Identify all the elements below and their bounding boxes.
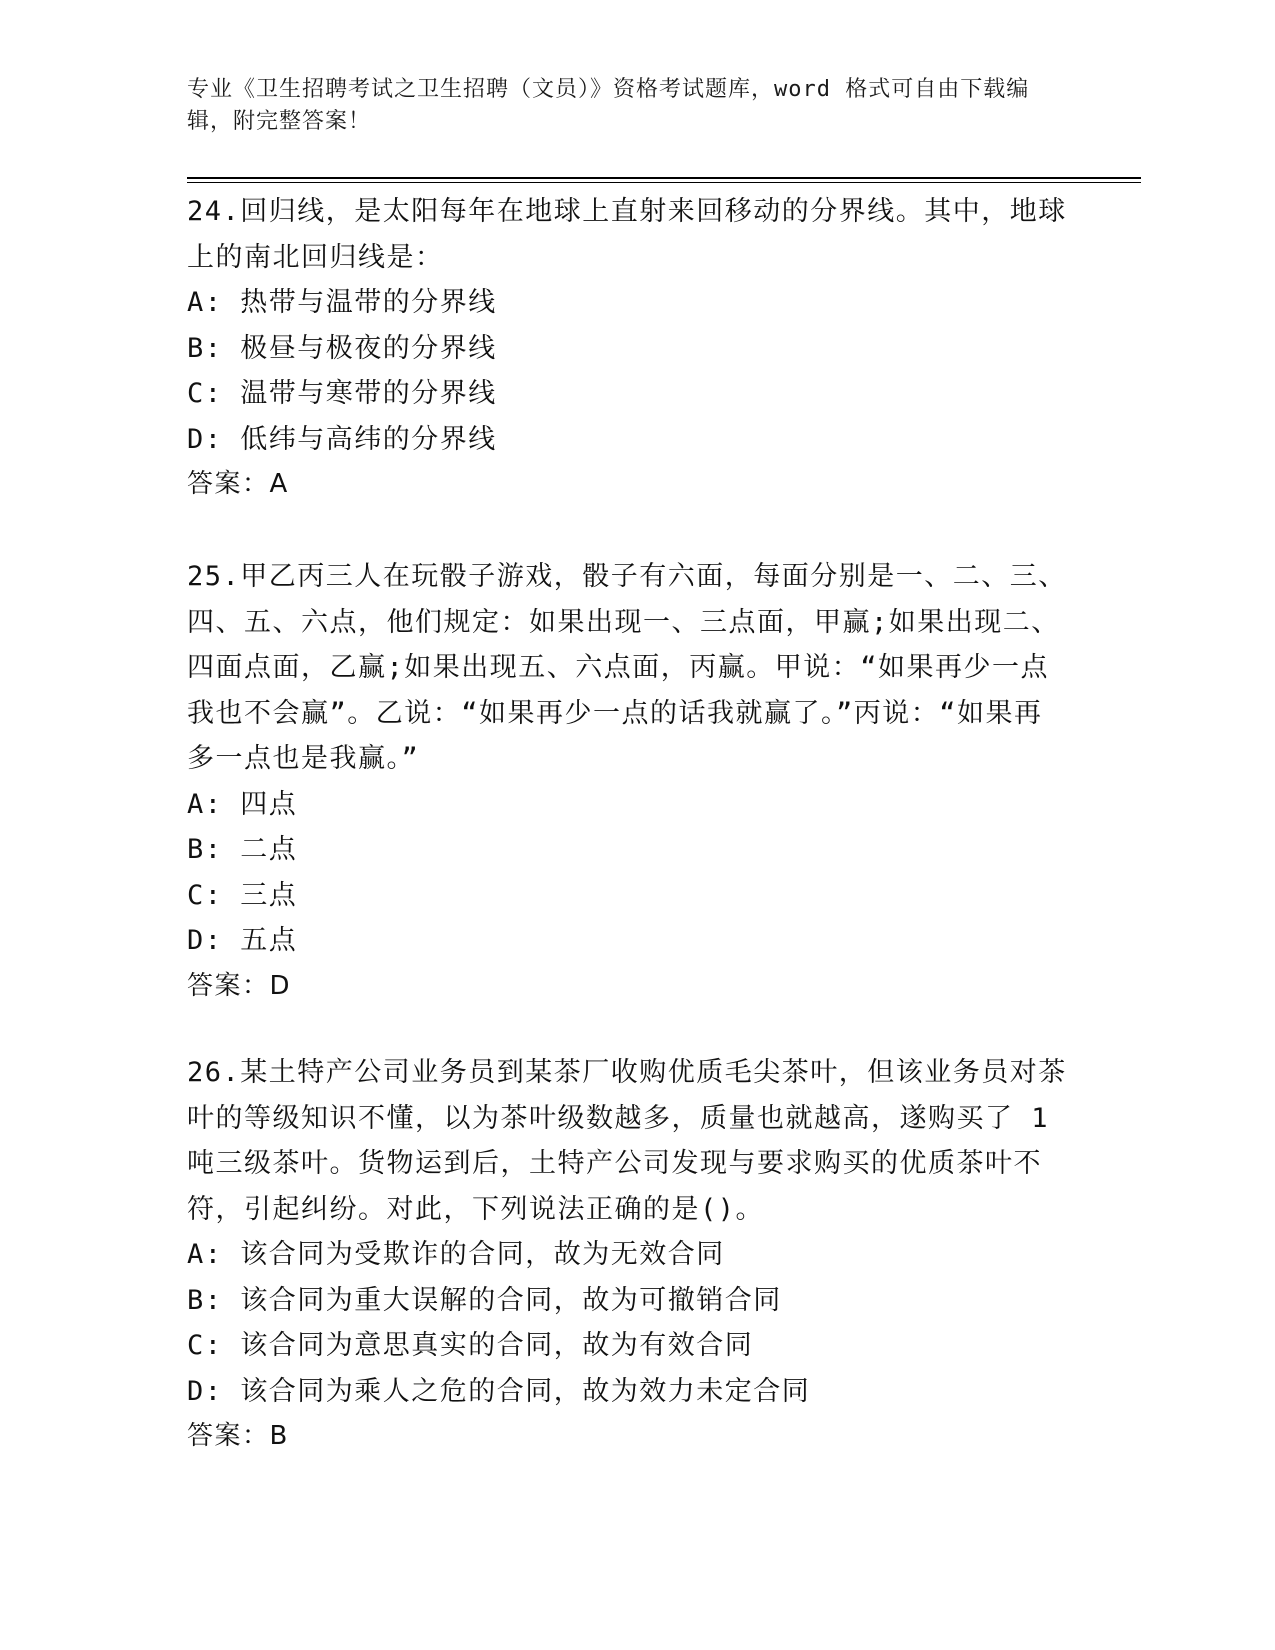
option-a: A: 该合同为受欺诈的合同，故为无效合同 bbox=[187, 1239, 725, 1270]
option-d: D: 五点 bbox=[187, 925, 298, 956]
option-c: C: 该合同为意思真实的合同，故为有效合同 bbox=[187, 1330, 754, 1361]
question-26 bbox=[187, 1050, 1067, 1460]
option-b: B: 该合同为重大误解的合同，故为可撤销合同 bbox=[187, 1284, 782, 1316]
document-header: 专业《卫生招聘考试之卫生招聘（文员）》资格考试题库，word 格式可自由下载编辑，附完整答案！ bbox=[187, 77, 1030, 134]
question-stem: 24.回归线，是太阳每年在地球上直射来回移动的分界线。其中，地球上的南北回归线是： bbox=[187, 196, 1067, 273]
option-d: D: 该合同为乘人之危的合同，故为效力未定合同 bbox=[187, 1375, 811, 1407]
answer-line: 答案：B bbox=[187, 1421, 289, 1451]
option-c: C: 温带与寒带的分界线 bbox=[187, 378, 497, 409]
question-stem: 26.某土特产公司业务员到某茶厂收购优质毛尖茶叶，但该业务员对茶叶的等级知识不懂，以为茶叶级数越多，质量也就越高，遂购买了 1 吨三级茶叶。货物运到后，土特产公司发现与要求购买的优质茶叶不符，引起纠纷。对此，下列说法正确的是()。 bbox=[187, 1057, 1067, 1225]
option-a: A: 热带与温带的分界线 bbox=[187, 287, 497, 318]
header-divider-thick bbox=[187, 177, 1141, 179]
question-stem: 25.甲乙丙三人在玩骰子游戏，骰子有六面，每面分别是一、二、三、四、五、六点，他们规定：如果出现一、三点面，甲赢;如果出现二、四面点面，乙赢;如果出现五、六点面，丙赢。甲说：“如果再少一点我也不会赢”。乙说：“如果再少一点的话我就赢了。”丙说：“如果再多一点也是我赢。” bbox=[187, 561, 1067, 774]
answer-line: 答案：D bbox=[187, 970, 292, 1001]
answer-line: 答案：A bbox=[187, 469, 289, 499]
question-25 bbox=[187, 554, 1067, 1009]
question-24 bbox=[187, 189, 1067, 508]
option-d: D: 低纬与高纬的分界线 bbox=[187, 423, 497, 455]
header-divider-thin bbox=[187, 182, 1141, 183]
option-a: A: 四点 bbox=[187, 788, 298, 820]
option-b: B: 二点 bbox=[187, 834, 298, 865]
option-b: B: 极昼与极夜的分界线 bbox=[187, 332, 497, 364]
option-c: C: 三点 bbox=[187, 879, 298, 911]
